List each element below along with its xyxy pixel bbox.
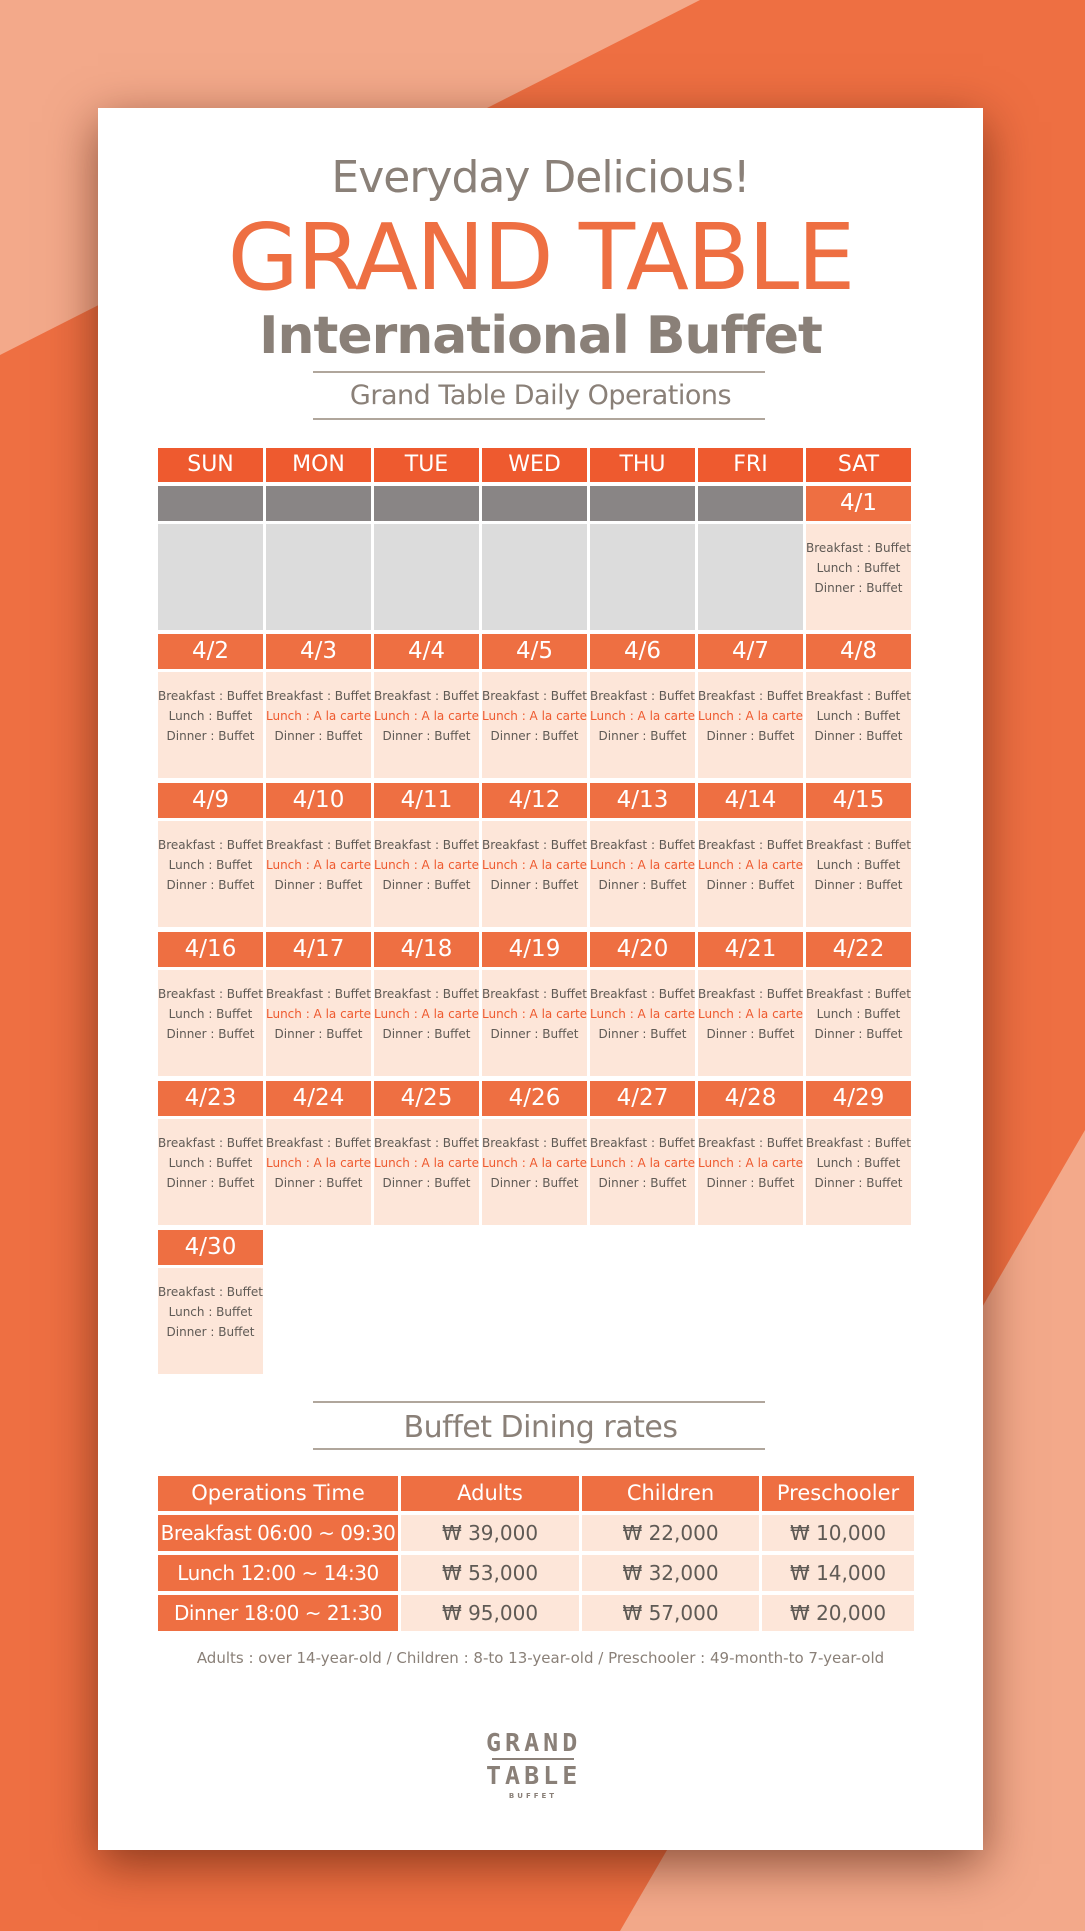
meal-line: Lunch : A la carte (698, 1007, 804, 1021)
date-header: 4/24 (266, 1081, 371, 1116)
meal-line: Lunch : A la carte (698, 709, 804, 723)
meal-line: Lunch : Buffet (168, 858, 253, 872)
meal-line: Lunch : A la carte (374, 1007, 480, 1021)
weekday-header-fri: FRI (698, 448, 803, 482)
date-header: 4/2 (158, 634, 263, 669)
meal-line: Lunch : A la carte (266, 1156, 372, 1170)
meal-line: Lunch : A la carte (374, 858, 480, 872)
rate-price-cell: ₩ 20,000 (762, 1595, 914, 1631)
meal-line: Breakfast : Buffet (806, 1136, 911, 1150)
meal-line: Lunch : A la carte (482, 1156, 588, 1170)
meal-line: Breakfast : Buffet (374, 987, 479, 1001)
meal-line: Dinner : Buffet (274, 878, 363, 892)
date-header: 4/17 (266, 932, 371, 967)
meal-line: Lunch : A la carte (590, 858, 696, 872)
meal-line: Breakfast : Buffet (806, 987, 911, 1001)
meal-line: Breakfast : Buffet (698, 987, 803, 1001)
schedule-cell-4-28 (698, 1119, 803, 1225)
meal-line: Dinner : Buffet (814, 729, 903, 743)
schedule-cell-4-10 (266, 821, 371, 927)
empty-date-header (590, 486, 695, 521)
empty-date-cell (374, 524, 479, 630)
schedule-cell-4-23 (158, 1119, 263, 1225)
grand-table-logo (486, 1728, 580, 1816)
meal-line: Lunch : A la carte (374, 1156, 480, 1170)
schedule-cell-4-14 (698, 821, 803, 927)
rate-price-cell: ₩ 32,000 (582, 1555, 759, 1591)
schedule-cell-4-1 (806, 524, 911, 630)
meal-line: Breakfast : Buffet (806, 838, 911, 852)
schedule-cell-4-13 (590, 821, 695, 927)
date-header: 4/16 (158, 932, 263, 967)
meal-line: Lunch : A la carte (482, 709, 588, 723)
rate-time-cell: Lunch 12:00 ~ 14:30 (158, 1555, 398, 1591)
empty-date-header (158, 486, 263, 521)
meal-line: Lunch : Buffet (816, 709, 901, 723)
meal-line: Breakfast : Buffet (158, 1136, 263, 1150)
meal-line: Dinner : Buffet (382, 1027, 471, 1041)
date-header: 4/8 (806, 634, 911, 669)
meal-line: Dinner : Buffet (814, 1027, 903, 1041)
schedule-cell-4-8 (806, 672, 911, 778)
meal-line: Lunch : Buffet (168, 1156, 253, 1170)
date-header: 4/29 (806, 1081, 911, 1116)
meal-line: Breakfast : Buffet (590, 838, 695, 852)
meal-line: Lunch : Buffet (168, 1305, 253, 1319)
schedule-cell-4-29 (806, 1119, 911, 1225)
schedule-cell-4-11 (374, 821, 479, 927)
meal-line: Lunch : Buffet (816, 1007, 901, 1021)
meal-line: Dinner : Buffet (490, 729, 579, 743)
schedule-cell-4-22 (806, 970, 911, 1076)
meal-line: Breakfast : Buffet (158, 1285, 263, 1299)
meal-line: Dinner : Buffet (814, 581, 903, 595)
meal-line: Breakfast : Buffet (158, 689, 263, 703)
meal-line: Breakfast : Buffet (698, 1136, 803, 1150)
rate-time-cell: Dinner 18:00 ~ 21:30 (158, 1595, 398, 1631)
weekday-header-mon: MON (266, 448, 371, 482)
meal-line: Lunch : A la carte (266, 858, 372, 872)
schedule-cell-4-15 (806, 821, 911, 927)
meal-line: Lunch : A la carte (482, 858, 588, 872)
meal-line: Lunch : A la carte (698, 858, 804, 872)
meal-line: Breakfast : Buffet (158, 987, 263, 1001)
date-header: 4/7 (698, 634, 803, 669)
meal-line: Breakfast : Buffet (266, 1136, 371, 1150)
meal-line: Dinner : Buffet (166, 1027, 255, 1041)
schedule-cell-4-19 (482, 970, 587, 1076)
meal-line: Dinner : Buffet (382, 878, 471, 892)
divider-top (313, 371, 765, 373)
date-header: 4/21 (698, 932, 803, 967)
weekday-header-wed: WED (482, 448, 587, 482)
weekday-header-sun: SUN (158, 448, 263, 482)
schedule-cell-4-6 (590, 672, 695, 778)
date-header: 4/11 (374, 783, 479, 818)
header-adults: Adults (401, 1476, 579, 1511)
schedule-cell-4-17 (266, 970, 371, 1076)
meal-line: Dinner : Buffet (598, 729, 687, 743)
schedule-cell-4-5 (482, 672, 587, 778)
schedule-cell-4-2 (158, 672, 263, 778)
meal-line: Lunch : A la carte (482, 1007, 588, 1021)
tagline: Everyday Delicious! (331, 152, 750, 203)
date-header: 4/14 (698, 783, 803, 818)
meal-line: Breakfast : Buffet (266, 689, 371, 703)
empty-date-cell (266, 524, 371, 630)
subtitle: International Buffet (259, 306, 822, 366)
empty-date-cell (590, 524, 695, 630)
meal-line: Dinner : Buffet (274, 1176, 363, 1190)
meal-line: Lunch : Buffet (816, 1156, 901, 1170)
schedule-cell-4-16 (158, 970, 263, 1076)
date-header: 4/25 (374, 1081, 479, 1116)
meal-line: Dinner : Buffet (490, 878, 579, 892)
meal-line: Breakfast : Buffet (590, 689, 695, 703)
schedule-cell-4-12 (482, 821, 587, 927)
schedule-cell-4-3 (266, 672, 371, 778)
rate-price-cell: ₩ 53,000 (401, 1555, 579, 1591)
meal-line: Lunch : Buffet (168, 709, 253, 723)
empty-date-header (266, 486, 371, 521)
schedule-cell-4-9 (158, 821, 263, 927)
meal-line: Dinner : Buffet (598, 1027, 687, 1041)
empty-date-header (482, 486, 587, 521)
logo-rule (492, 1758, 574, 1760)
date-header: 4/18 (374, 932, 479, 967)
rate-time-cell: Breakfast 06:00 ~ 09:30 (158, 1515, 398, 1551)
meal-line: Dinner : Buffet (166, 1325, 255, 1339)
date-header: 4/10 (266, 783, 371, 818)
meal-line: Breakfast : Buffet (374, 838, 479, 852)
date-header: 4/28 (698, 1081, 803, 1116)
meal-line: Breakfast : Buffet (482, 1136, 587, 1150)
rate-price-cell: ₩ 95,000 (401, 1595, 579, 1631)
empty-date-cell (158, 524, 263, 630)
meal-line: Dinner : Buffet (166, 729, 255, 743)
date-header: 4/5 (482, 634, 587, 669)
date-header: 4/19 (482, 932, 587, 967)
meal-line: Lunch : A la carte (590, 1007, 696, 1021)
meal-line: Dinner : Buffet (814, 1176, 903, 1190)
date-header: 4/30 (158, 1230, 263, 1265)
meal-line: Dinner : Buffet (706, 1176, 795, 1190)
meal-line: Breakfast : Buffet (158, 838, 263, 852)
date-header: 4/27 (590, 1081, 695, 1116)
schedule-cell-4-4 (374, 672, 479, 778)
empty-date-header (698, 486, 803, 521)
date-header: 4/13 (590, 783, 695, 818)
meal-line: Dinner : Buffet (706, 729, 795, 743)
meal-line: Breakfast : Buffet (590, 1136, 695, 1150)
meal-line: Breakfast : Buffet (374, 689, 479, 703)
meal-line: Breakfast : Buffet (590, 987, 695, 1001)
meal-line: Breakfast : Buffet (266, 987, 371, 1001)
rate-price-cell: ₩ 57,000 (582, 1595, 759, 1631)
meal-line: Dinner : Buffet (166, 878, 255, 892)
rates-divider-top (313, 1401, 765, 1403)
meal-line: Breakfast : Buffet (482, 689, 587, 703)
meal-line: Lunch : A la carte (590, 1156, 696, 1170)
meal-line: Breakfast : Buffet (266, 838, 371, 852)
meal-line: Breakfast : Buffet (698, 838, 803, 852)
logo-line-3: BUFFET (508, 1792, 558, 1800)
date-header: 4/9 (158, 783, 263, 818)
meal-line: Breakfast : Buffet (482, 987, 587, 1001)
date-header: 4/1 (806, 486, 911, 521)
date-header: 4/26 (482, 1081, 587, 1116)
schedule-cell-4-25 (374, 1119, 479, 1225)
meal-line: Lunch : A la carte (590, 709, 696, 723)
meal-line: Breakfast : Buffet (374, 1136, 479, 1150)
date-header: 4/23 (158, 1081, 263, 1116)
meal-line: Lunch : A la carte (374, 709, 480, 723)
date-header: 4/15 (806, 783, 911, 818)
meal-line: Dinner : Buffet (706, 1027, 795, 1041)
weekday-header-thu: THU (590, 448, 695, 482)
header-preschooler: Preschooler (762, 1476, 914, 1511)
meal-line: Lunch : Buffet (816, 561, 901, 575)
meal-line: Dinner : Buffet (382, 729, 471, 743)
rate-price-cell: ₩ 14,000 (762, 1555, 914, 1591)
logo-line-1: GRAND (486, 1728, 582, 1757)
meal-line: Breakfast : Buffet (806, 689, 911, 703)
meal-line: Lunch : A la carte (266, 1007, 372, 1021)
empty-date-cell (698, 524, 803, 630)
empty-date-cell (482, 524, 587, 630)
date-header: 4/20 (590, 932, 695, 967)
date-header: 4/4 (374, 634, 479, 669)
schedule-cell-4-18 (374, 970, 479, 1076)
schedule-cell-4-27 (590, 1119, 695, 1225)
header-children: Children (582, 1476, 759, 1511)
meal-line: Breakfast : Buffet (698, 689, 803, 703)
schedule-cell-4-24 (266, 1119, 371, 1225)
rate-price-cell: ₩ 39,000 (401, 1515, 579, 1551)
meal-line: Dinner : Buffet (814, 878, 903, 892)
brand-title: GRAND TABLE (227, 204, 854, 311)
rate-price-cell: ₩ 22,000 (582, 1515, 759, 1551)
meal-line: Lunch : A la carte (698, 1156, 804, 1170)
rates-title: Buffet Dining rates (403, 1410, 678, 1445)
meal-line: Dinner : Buffet (274, 1027, 363, 1041)
meal-line: Dinner : Buffet (490, 1176, 579, 1190)
meal-line: Dinner : Buffet (706, 878, 795, 892)
meal-line: Breakfast : Buffet (482, 838, 587, 852)
header-operations-time: Operations Time (158, 1476, 398, 1511)
logo-line-2: TABLE (486, 1761, 582, 1790)
poster-paper (98, 108, 983, 1850)
meal-line: Dinner : Buffet (382, 1176, 471, 1190)
schedule-cell-4-7 (698, 672, 803, 778)
date-header: 4/12 (482, 783, 587, 818)
meal-line: Dinner : Buffet (598, 878, 687, 892)
date-header: 4/6 (590, 634, 695, 669)
date-header: 4/3 (266, 634, 371, 669)
meal-line: Lunch : A la carte (266, 709, 372, 723)
meal-line: Breakfast : Buffet (806, 541, 911, 555)
schedule-cell-4-26 (482, 1119, 587, 1225)
rates-divider-bottom (313, 1448, 765, 1450)
meal-line: Dinner : Buffet (166, 1176, 255, 1190)
schedule-cell-4-30 (158, 1268, 263, 1374)
meal-line: Lunch : Buffet (816, 858, 901, 872)
meal-line: Dinner : Buffet (598, 1176, 687, 1190)
meal-line: Dinner : Buffet (490, 1027, 579, 1041)
meal-line: Dinner : Buffet (274, 729, 363, 743)
operations-title: Grand Table Daily Operations (349, 380, 732, 411)
age-note: Adults : over 14-year-old / Children : 8-to 13-year-old / Preschooler : 49-month-to 7-year-old (196, 1649, 885, 1667)
meal-line: Lunch : Buffet (168, 1007, 253, 1021)
weekday-header-sat: SAT (806, 448, 911, 482)
rate-price-cell: ₩ 10,000 (762, 1515, 914, 1551)
schedule-cell-4-20 (590, 970, 695, 1076)
date-header: 4/22 (806, 932, 911, 967)
empty-date-header (374, 486, 479, 521)
schedule-cell-4-21 (698, 970, 803, 1076)
weekday-header-tue: TUE (374, 448, 479, 482)
divider-bottom (313, 418, 765, 420)
